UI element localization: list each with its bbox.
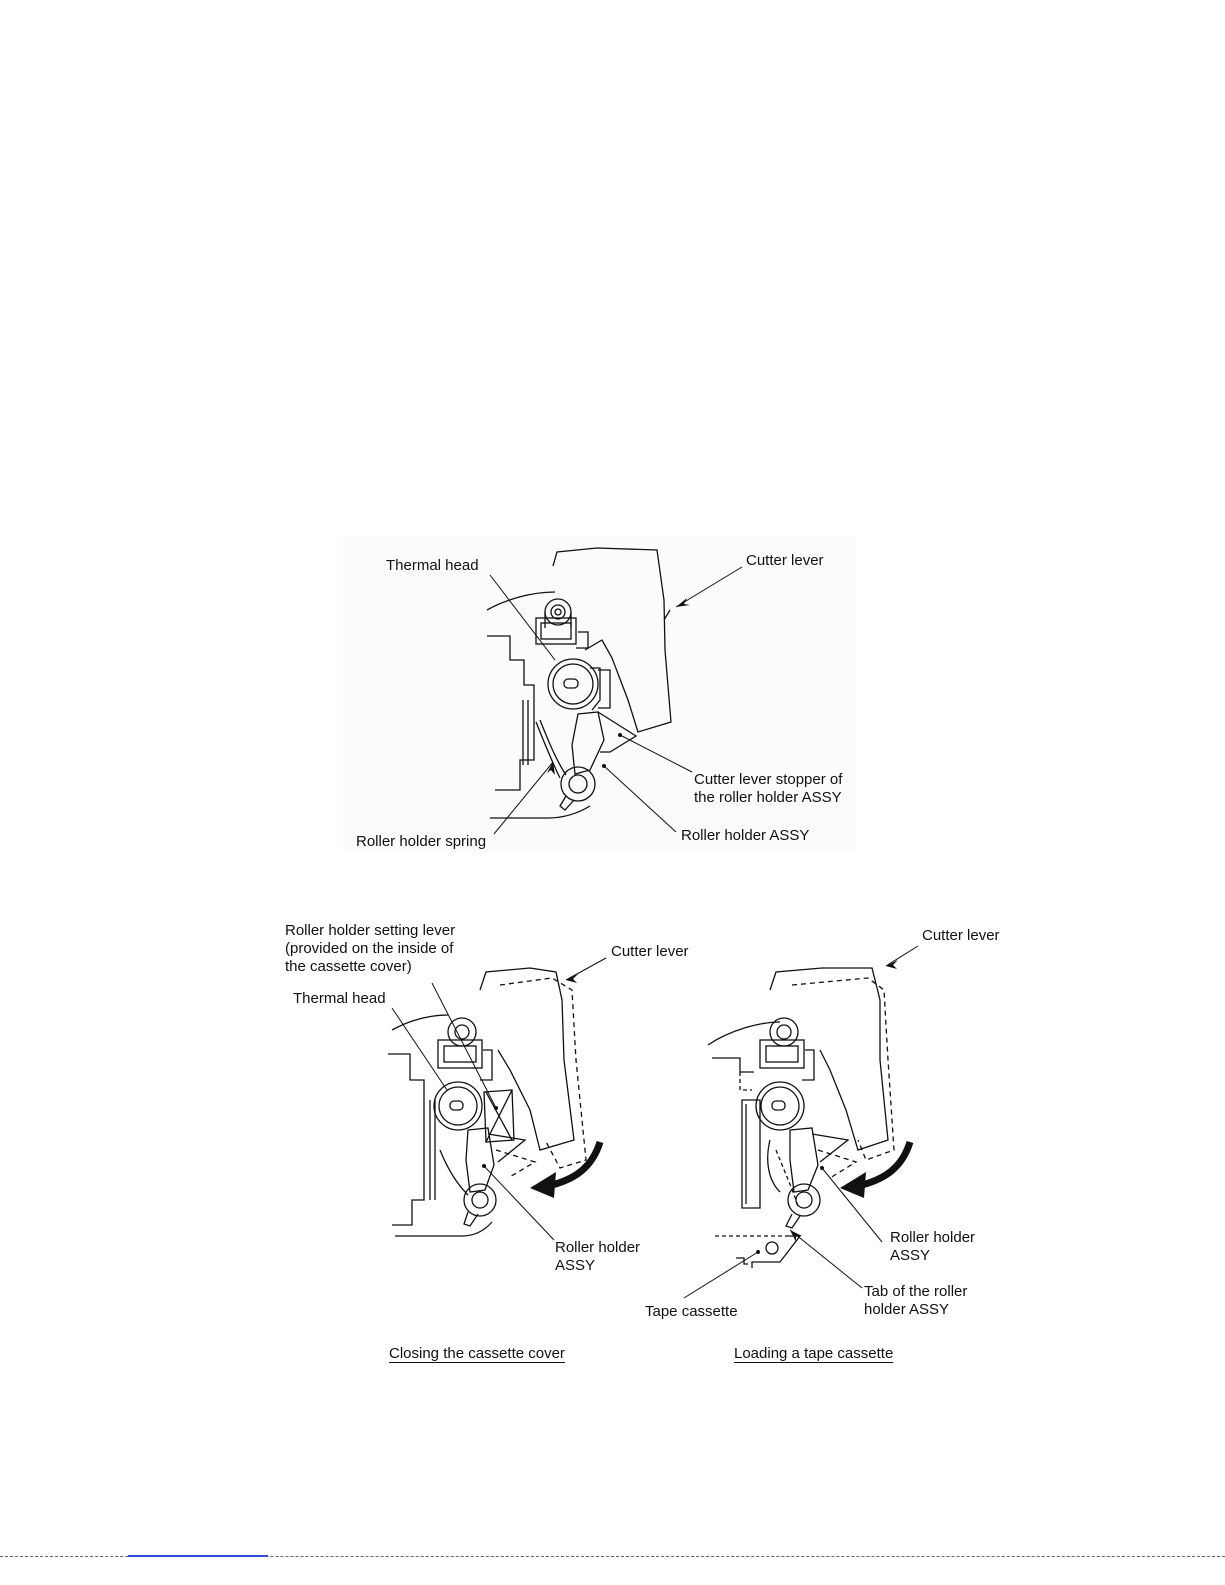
top-roller-holder-assy bbox=[536, 712, 636, 810]
br-rotation-arrow bbox=[858, 1142, 910, 1186]
label-roller-holder-spring: Roller holder spring bbox=[356, 833, 487, 850]
top-thermal-head-assembly bbox=[536, 599, 588, 648]
label-thermal-head-bottom: Thermal head bbox=[293, 990, 386, 1007]
label-cutter-lever-stopper-line2: the roller holder ASSY bbox=[694, 789, 842, 806]
label-roller-holder-bottom-left-line1: Roller holder bbox=[555, 1239, 641, 1256]
footer-link-underline[interactable] bbox=[128, 1555, 268, 1557]
label-roller-holder-assy: Roller holder ASSY bbox=[681, 827, 810, 844]
br-cutter-lever bbox=[770, 968, 894, 1160]
br-leader-lines bbox=[684, 946, 918, 1298]
br-roller-holder-assy bbox=[776, 1128, 856, 1228]
caption-closing-cassette-cover: Closing the cassette cover bbox=[389, 1345, 565, 1362]
bl-roller-holder-assy bbox=[440, 1128, 535, 1226]
br-frame bbox=[708, 1022, 800, 1268]
label-setting-lever-line3: the cassette cover) bbox=[285, 958, 412, 975]
label-cutter-lever-bottom-left: Cutter lever bbox=[611, 943, 689, 960]
bl-roller-gear bbox=[434, 1082, 482, 1130]
label-roller-holder-bottom-left-line2: ASSY bbox=[555, 1257, 596, 1274]
label-roller-holder-bottom-right-line2: ASSY bbox=[890, 1247, 931, 1264]
label-cutter-lever-stopper-line1: Cutter lever stopper of bbox=[694, 771, 843, 788]
top-roller-gear bbox=[548, 659, 610, 710]
label-tab-line1: Tab of the roller bbox=[864, 1283, 968, 1300]
label-setting-lever-line2: (provided on the inside of bbox=[285, 940, 454, 957]
bl-rotation-arrow bbox=[548, 1142, 600, 1186]
br-leader-arrowheads bbox=[756, 960, 898, 1254]
bl-cutter-lever bbox=[480, 968, 586, 1168]
br-thermal-head-assembly bbox=[760, 1018, 814, 1080]
label-roller-holder-bottom-right-line1: Roller holder bbox=[890, 1229, 976, 1246]
bl-leader-arrowheads bbox=[482, 974, 578, 1168]
br-rotation-arrowhead bbox=[840, 1172, 866, 1198]
caption-loading-tape-cassette: Loading a tape cassette bbox=[734, 1345, 894, 1362]
top-frame bbox=[487, 592, 590, 818]
label-setting-lever-line1: Roller holder setting lever bbox=[285, 922, 456, 939]
label-thermal-head: Thermal head bbox=[386, 557, 479, 574]
label-cutter-lever-bottom-right: Cutter lever bbox=[922, 927, 1000, 944]
label-tab-line2: holder ASSY bbox=[864, 1301, 950, 1318]
bl-rotation-arrowhead bbox=[530, 1172, 556, 1198]
label-cutter-lever: Cutter lever bbox=[746, 552, 824, 569]
br-roller-gear bbox=[756, 1082, 804, 1192]
label-tape-cassette: Tape cassette bbox=[645, 1303, 738, 1320]
